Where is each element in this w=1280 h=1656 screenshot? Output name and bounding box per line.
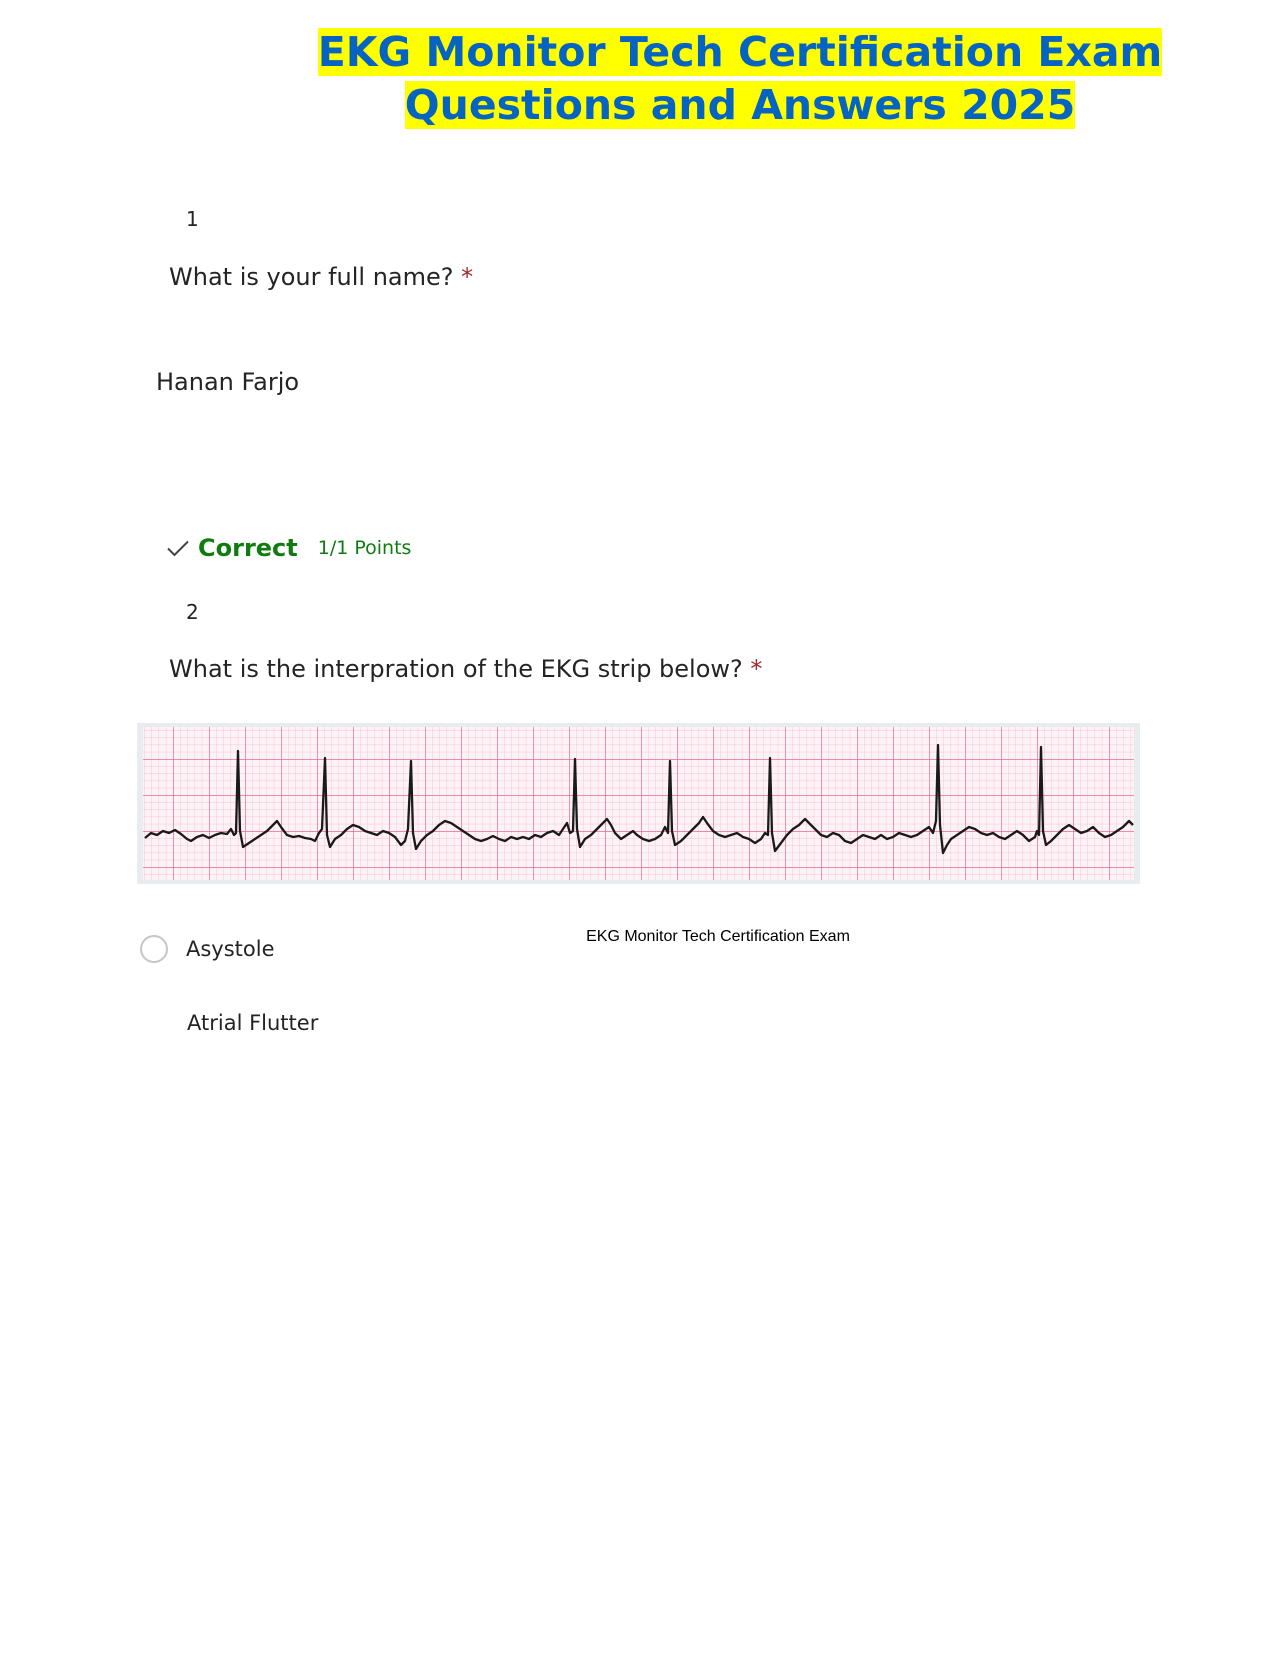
- required-marker: *: [461, 263, 474, 291]
- result-status: Correct: [198, 534, 298, 562]
- question-1-label: What is your full name?: [169, 263, 454, 291]
- radio-empty-icon[interactable]: [140, 935, 168, 963]
- option-label: Asystole: [186, 937, 275, 961]
- question-1-text: [169, 263, 473, 291]
- question-2-label: What is the interpration of the EKG strip below?: [169, 655, 743, 683]
- strip-caption: EKG Monitor Tech Certification Exam: [586, 928, 850, 945]
- required-marker: *: [750, 655, 763, 683]
- title-line-2: Questions and Answers 2025: [404, 81, 1076, 129]
- question-1-number: 1: [186, 207, 199, 231]
- result-points: 1/1 Points: [317, 537, 412, 559]
- question-1-result: [166, 533, 411, 563]
- checkmark-icon: [166, 536, 190, 560]
- question-2-text: [169, 655, 762, 683]
- title-line-1: EKG Monitor Tech Certification Exam: [317, 28, 1163, 76]
- option-asystole[interactable]: [140, 935, 275, 963]
- option-atrial-flutter[interactable]: [187, 1011, 318, 1035]
- question-2-number: 2: [186, 600, 199, 624]
- question-1-answer: Hanan Farjo: [156, 368, 300, 396]
- document-title: [300, 26, 1180, 132]
- ekg-strip-image: [137, 723, 1140, 884]
- option-label: Atrial Flutter: [187, 1011, 319, 1035]
